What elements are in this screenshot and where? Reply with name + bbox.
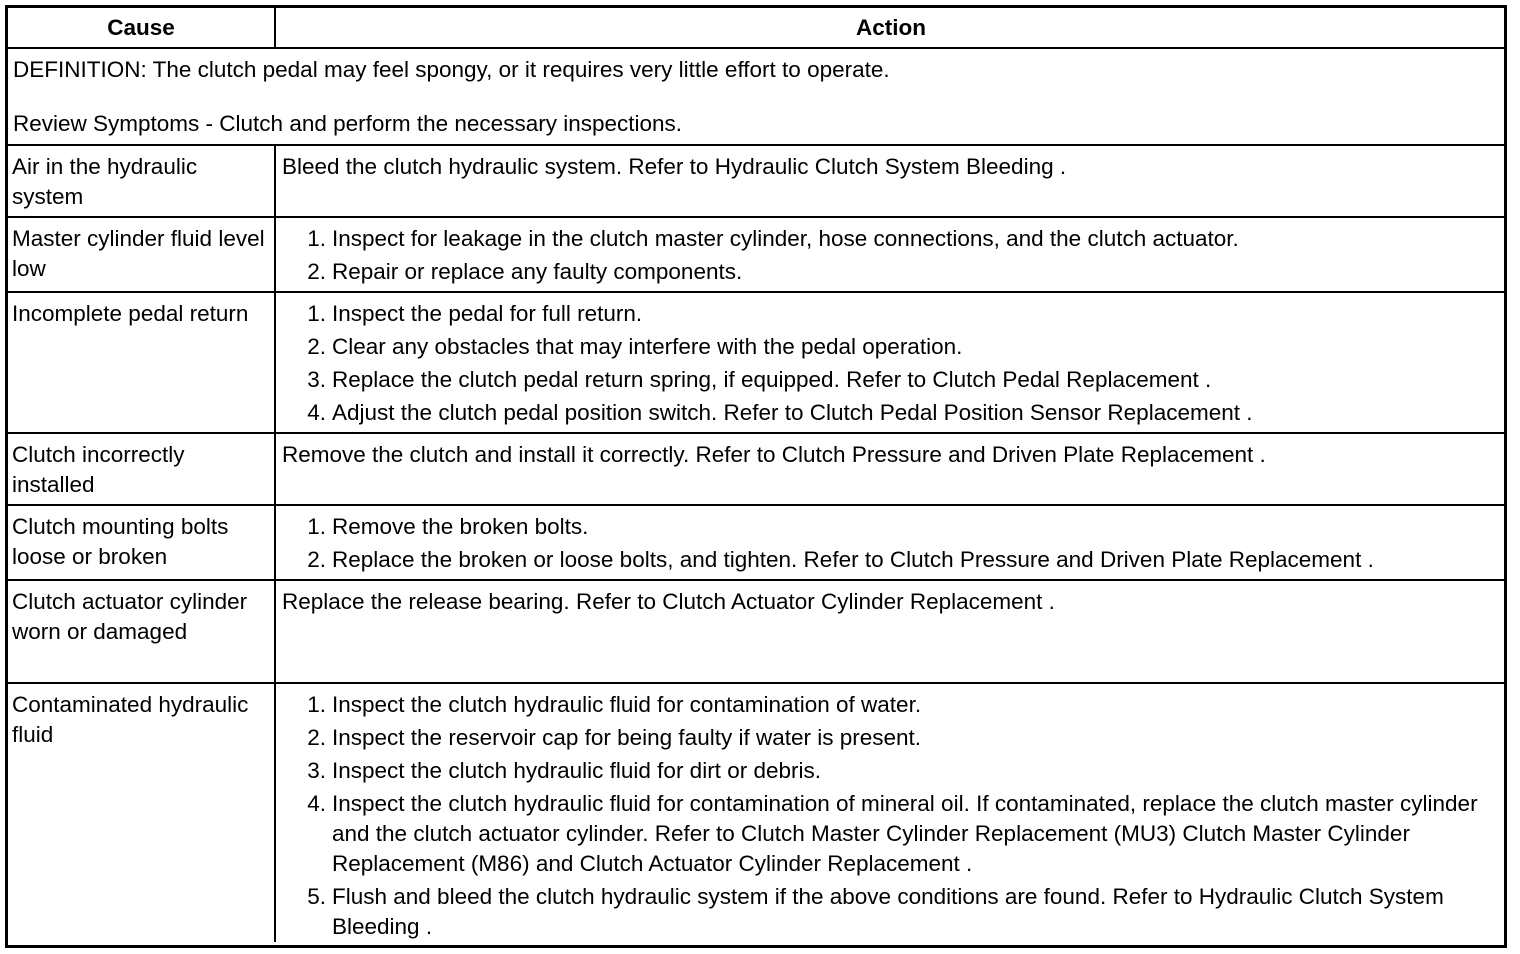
step-text: Remove the broken bolts.	[332, 514, 589, 539]
step-number: 2.	[307, 259, 326, 284]
list-item	[282, 512, 1500, 542]
list-item	[282, 545, 1500, 575]
definition-text: DEFINITION: The clutch pedal may feel spongy, or it requires very little effort to operate.	[13, 57, 890, 82]
step-text: Flush and bleed the clutch hydraulic system if the above conditions are found. Refer to Hydraulic Clutch System Bleeding .	[332, 884, 1444, 939]
step-number: 1.	[307, 514, 326, 539]
cause-cell: Incomplete pedal return	[8, 293, 276, 432]
cause-cell: Contaminated hydraulic fluid	[8, 684, 276, 942]
action-column-header: Action	[856, 15, 926, 40]
list-item	[282, 257, 1500, 287]
step-text: Inspect the pedal for full return.	[332, 301, 643, 326]
table-row	[8, 293, 1504, 434]
cause-cell: Clutch actuator cylinder worn or damaged	[8, 581, 276, 682]
step-number: 2.	[307, 547, 326, 572]
step-number: 4.	[307, 400, 326, 425]
list-item	[282, 365, 1500, 395]
step-number: 4.	[307, 791, 326, 816]
list-item	[282, 882, 1500, 942]
action-cell	[276, 684, 1504, 942]
action-cell	[276, 506, 1504, 579]
table-row	[8, 506, 1504, 581]
list-item	[282, 332, 1500, 362]
step-text: Replace the broken or loose bolts, and tighten. Refer to Clutch Pressure and Driven Plate Replacement .	[332, 547, 1374, 572]
step-text: Inspect the clutch hydraulic fluid for contamination of water.	[332, 692, 922, 717]
step-number: 5.	[307, 884, 326, 909]
action-cell: Bleed the clutch hydraulic system. Refer to Hydraulic Clutch System Bleeding .	[282, 154, 1067, 179]
list-item	[282, 756, 1500, 786]
action-cell: Remove the clutch and install it correctly. Refer to Clutch Pressure and Driven Plate Replacement .	[282, 442, 1266, 467]
cause-cell: Clutch incorrectly installed	[8, 434, 276, 504]
step-text: Replace the clutch pedal return spring, if equipped. Refer to Clutch Pedal Replacement .	[332, 367, 1212, 392]
table-row	[8, 218, 1504, 293]
cause-cell: Clutch mounting bolts loose or broken	[8, 506, 276, 579]
action-steps	[282, 512, 1500, 575]
list-item	[282, 224, 1500, 254]
step-text: Inspect the reservoir cap for being faulty if water is present.	[332, 725, 922, 750]
step-number: 2.	[307, 334, 326, 359]
step-number: 3.	[307, 758, 326, 783]
step-number: 1.	[307, 301, 326, 326]
table-header-row	[8, 8, 1504, 49]
step-number: 2.	[307, 725, 326, 750]
definition-row	[8, 49, 1504, 146]
list-item	[282, 299, 1500, 329]
cause-cell: Master cylinder fluid level low	[8, 218, 276, 291]
cause-cell: Air in the hydraulic system	[8, 146, 276, 216]
action-cell: Replace the release bearing. Refer to Clutch Actuator Cylinder Replacement .	[282, 589, 1055, 614]
action-steps	[282, 299, 1500, 428]
table-row	[8, 434, 1504, 506]
review-symptoms-text: Review Symptoms - Clutch and perform the necessary inspections.	[13, 111, 683, 136]
action-cell	[276, 293, 1504, 432]
table-row	[8, 684, 1504, 942]
step-number: 1.	[307, 226, 326, 251]
step-number: 1.	[307, 692, 326, 717]
step-text: Adjust the clutch pedal position switch. Refer to Clutch Pedal Position Sensor Replacement .	[332, 400, 1253, 425]
action-steps	[282, 690, 1500, 942]
list-item	[282, 723, 1500, 753]
action-cell	[276, 218, 1504, 291]
step-number: 3.	[307, 367, 326, 392]
step-text: Repair or replace any faulty components.	[332, 259, 743, 284]
step-text: Inspect the clutch hydraulic fluid for contamination of mineral oil. If contaminated, replace the clutch master cylinder and the clutch actuator cylinder. Refer to Clutch Master Cylinder Replacement (MU3) Clutch Master Cylinder Replacement (M86) and Clutch Actuator Cylinder Replacement .	[332, 791, 1478, 876]
list-item	[282, 398, 1500, 428]
table-row	[8, 146, 1504, 218]
diagnostic-table	[5, 5, 1507, 948]
step-text: Clear any obstacles that may interfere with the pedal operation.	[332, 334, 963, 359]
step-text: Inspect for leakage in the clutch master cylinder, hose connections, and the clutch actuator.	[332, 226, 1239, 251]
step-text: Inspect the clutch hydraulic fluid for dirt or debris.	[332, 758, 821, 783]
action-steps	[282, 224, 1500, 287]
table-row	[8, 581, 1504, 684]
list-item	[282, 690, 1500, 720]
list-item	[282, 789, 1500, 879]
cause-column-header: Cause	[8, 8, 276, 47]
